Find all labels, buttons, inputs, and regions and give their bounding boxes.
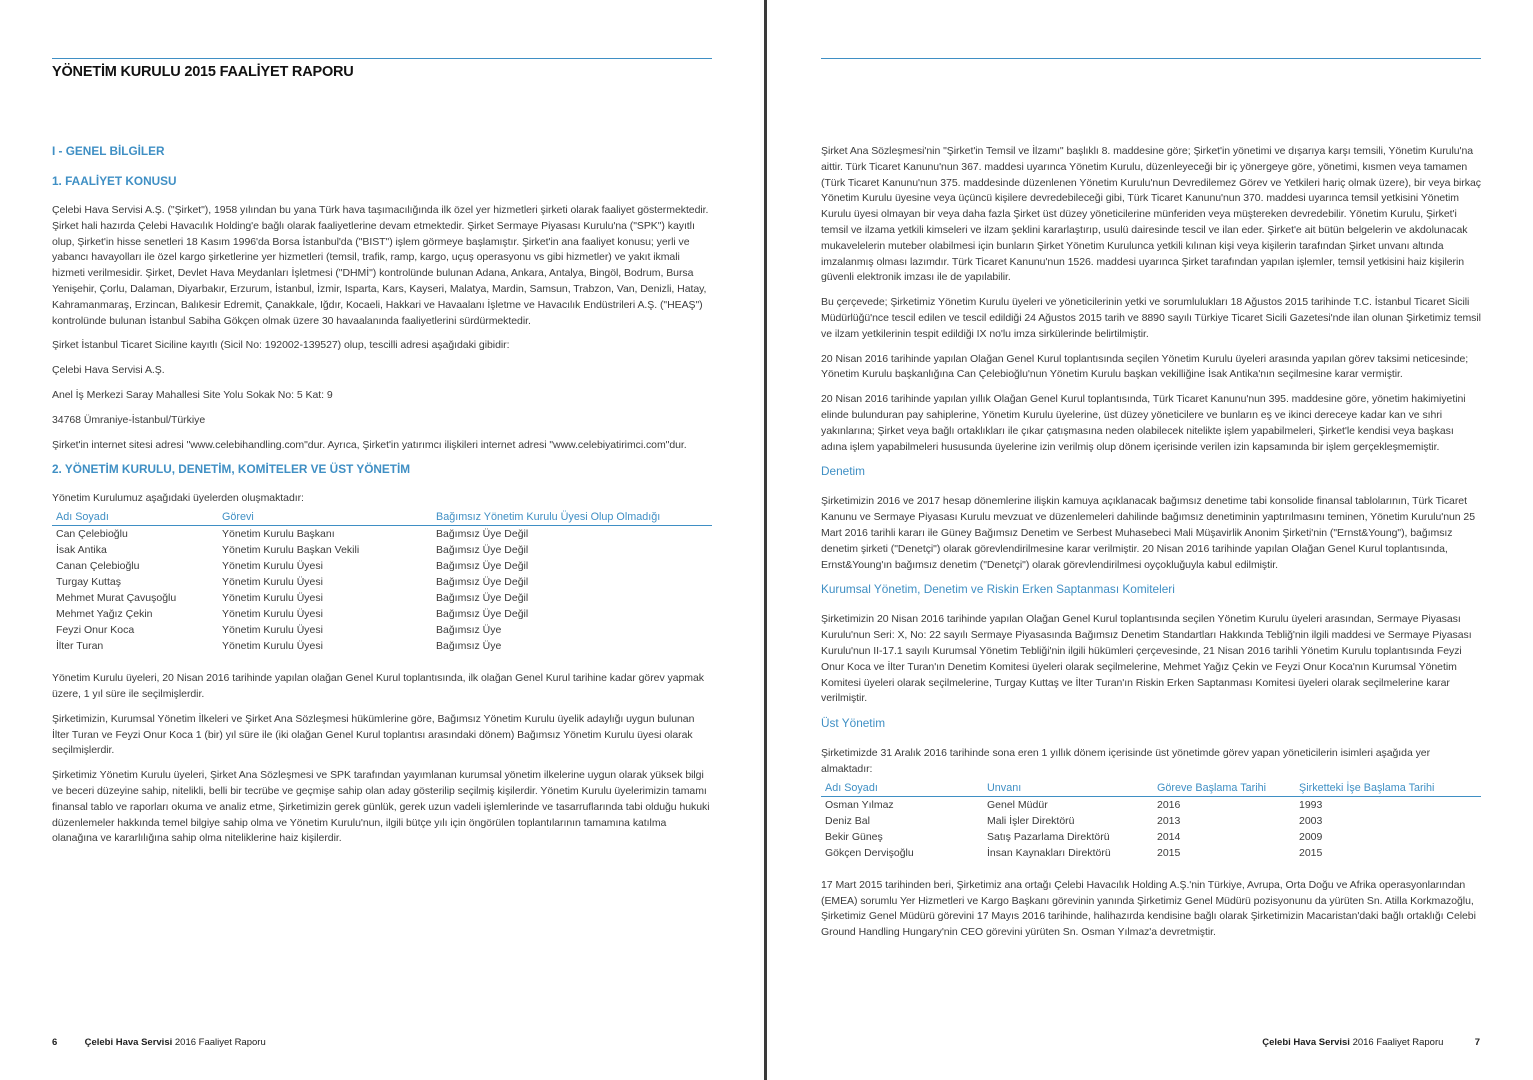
- paragraph: Yönetim Kurulu üyeleri, 20 Nisan 2016 tarihinde yapılan olağan Genel Kurul toplantısında, ilk olağan Genel Kurul tarihine kadar görev yapmak üzere, 1 yıl süre ile seçilmişlerdir.: [52, 672, 704, 700]
- paragraph: Şirketimizin 2016 ve 2017 hesap dönemlerine ilişkin kamuya açıklanacak bağımsız denetime tabi konsolide finansal tablolarının, Türk Ticaret Kanunu ve Sermaye Piyasası Kurulu mevzuat ve düzenlemeleri dahilinde bağımsız denetiminin yaptırılmasını teminen, Yönetim Kurulu'nun 25 Mart 2016 tarihli kararı ile Güney Bağımsız Denetim ve Serbest Muhasebeci Mali Müşavirlik Anonim Şirketi'nin ("Ernst&Young"), bağımsız denetim şirketi ("Denetçi") olarak görevlendirilmesine karar verilmiştir. 20 Nisan 2016 tarihinde yapılan Olağan Genel Kurul toplantısında, Ernst&Young'ın bağımsız denetim ("Denetçi") olarak görevlendirilmesi oyçokluğuyla kabul edilmiştir.: [821, 495, 1476, 571]
- cell: Genel Müdür: [987, 798, 1048, 811]
- cell: 2015: [1157, 846, 1181, 859]
- cell: Satış Pazarlama Direktörü: [987, 830, 1110, 843]
- cell: Bağımsız Üye Değil: [436, 528, 529, 541]
- cell: 2014: [1157, 830, 1181, 843]
- cell: 1993: [1299, 798, 1323, 811]
- cell: Bekir Güneş: [825, 830, 883, 843]
- paragraph: 17 Mart 2015 tarihinden beri, Şirketimiz ana ortağı Çelebi Havacılık Holding A.Ş.'nin Türkiye, Avrupa, Orta Doğu ve Afrika operasyonlarından (EMEA) sorumlu Yer Hizmetleri ve Kargo Başkanı görevinin yanında Şirketimiz Genel Müdürü pozisyonunu da yürüten Sn. Atilla Korkmazoğlu, Şirketimiz Genel Müdürü görevini 17 Mayıs 2016 tarihinde, halihazırda kendisine bağlı olarak Şirketimizin Macaristan'daki bağlı ortaklığı Celebi Ground Handling Hungary'nin CEO görevini yürüten Sn. Osman Yılmaz'a devretmiştir.: [821, 878, 1476, 939]
- cell: Yönetim Kurulu Üyesi: [222, 640, 323, 653]
- cell: Bağımsız Üye Değil: [436, 560, 529, 573]
- cell: Yönetim Kurulu Üyesi: [222, 576, 323, 589]
- cell: Bağımsız Üye Değil: [436, 576, 529, 589]
- top-rule: [821, 58, 1481, 59]
- company-name: Çelebi Hava Servisi A.Ş.: [52, 364, 165, 377]
- column-header: Unvanı: [983, 781, 1153, 797]
- board-table: [52, 510, 712, 654]
- cell: 2016: [1157, 798, 1181, 811]
- left-column: [52, 64, 712, 856]
- paragraph: Yönetim Kurulumuz aşağıdaki üyelerden oluşmaktadır:: [52, 492, 304, 505]
- cell: 2009: [1299, 830, 1323, 843]
- table-row: [52, 606, 712, 622]
- cell: Yönetim Kurulu Üyesi: [222, 592, 323, 605]
- table-row: [52, 574, 712, 590]
- page-number: 6: [52, 1037, 58, 1048]
- cell: Bağımsız Üye Değil: [436, 608, 529, 621]
- column-header: Şirketteki İşe Başlama Tarihi: [1295, 781, 1481, 797]
- cell: Turgay Kuttaş: [56, 576, 121, 589]
- column-header: Adı Soyadı: [821, 781, 983, 797]
- cell: İnsan Kaynakları Direktörü: [987, 846, 1111, 859]
- paragraph: 20 Nisan 2016 tarihinde yapılan yıllık Olağan Genel Kurul toplantısında, Türk Ticaret Kanunu'nun 395. maddesine göre, yönetim hakimiyetini elinde bulunduran pay sahiplerine, Yönetim Kurulu üyelerine, üst düzey yöneticilere ve bunların eş ve ikinci dereceye kadar kan ve sıhri yakınlarına; Şirket veya bağlı ortaklıkları ile çıkar çatışmasına neden olabilecek nitelikte işlem yapabilmeleri, Şirket'le kendisi veya başkası adına işlem yapabilmeleri hususunda üyelerine izin verilmiş olup dönem içerisinde verilen izin kapsamında bir işlem gerçekleşmemiştir.: [821, 393, 1466, 453]
- table-row: [821, 796, 1481, 813]
- cell: İlter Turan: [56, 640, 104, 653]
- heading-audit: Denetim: [821, 464, 865, 479]
- cell: Mali İşler Direktörü: [987, 814, 1075, 827]
- paragraph: Şirketimizin 20 Nisan 2016 tarihinde yapılan Olağan Genel Kurul toplantısında seçilen Yönetim Kurulu üyeleri arasından, Sermaye Piyasası Kurulu'nun Seri: X, No: 22 sayılı Sermaye Piyasasında Bağımsız Denetim Standartları Hakkında Tebliğ'nin ilgili maddesi ve Sermaye Piyasası Kurulu'nun II-17.1 sayılı Kurumsal Yönetim Tebliği'nin ilgili hükümleri çerçevesinde, 21 Nisan 2016 tarihli Yönetim Kurulu toplantısında Feyzi Onur Koca ve İlter Turan'ın Denetim Komitesi üyeleri olarak seçilmelerine, Mehmet Yağız Çekin ve Feyzi Onur Koca'nın Kurumsal Yönetim Komitesi üyeleri olarak seçilmelerine, Turgay Kuttaş ve İlter Turan'ın Riskin Erken Saptanması Komitesi üyeleri olarak seçilmelerine karar verilmiştir.: [821, 613, 1472, 705]
- paragraph: 20 Nisan 2016 tarihinde yapılan Olağan Genel Kurul toplantısında seçilen Yönetim Kurulu üyeleri arasında yapılan görev taksimi neticesinde; Yönetim Kurulu başkanlığına Can Çelebioğlu'nun Yönetim Kurulu başkan vekilliğine İsak Antika'nın seçilmesine karar vermiştir.: [821, 352, 1469, 381]
- cell: İsak Antika: [56, 544, 107, 557]
- paragraph: Şirketimiz Yönetim Kurulu üyeleri, Şirket Ana Sözleşmesi ve SPK tarafından yayımlanan kurumsal yönetim ilkelerine uygun olarak yüksek bilgi ve beceri düzeyine sahip, nitelikli, belli bir tecrübe ve geçmişe sahip olan aday gösterilip seçilmiş kişilerdir. Yönetim Kurulu üyelerimizin tamamı finansal tablo ve raporları okuma ve analiz etme, Şirketimizin gerek günlük, gerek uzun vadeli işlemlerinde ve tasarruflarında tabi olduğu hukuki düzenlemeler hakkında temel bilgiye sahip olma ve Yönetim Kurulu'nun, ilgili bütçe yılı için öngörülen toplantılarının tamamına katılma olanağına ve kararlılığına sahip olma niteliklerine haiz kişilerdir.: [52, 769, 710, 845]
- column-header: Adı Soyadı: [52, 510, 218, 526]
- left-page: [0, 0, 764, 1080]
- cell: 2015: [1299, 846, 1323, 859]
- table-row: [52, 526, 712, 543]
- column-header: Göreve Başlama Tarihi: [1153, 781, 1295, 797]
- table-row: [821, 829, 1481, 845]
- right-column: [821, 144, 1481, 950]
- footer-text: 2016 Faaliyet Raporu: [172, 1037, 266, 1048]
- column-header: Görevi: [218, 510, 432, 526]
- cell: Deniz Bal: [825, 814, 870, 827]
- footer-brand: Çelebi Hava Servisi: [1262, 1037, 1350, 1048]
- footer-right: [1262, 1037, 1480, 1048]
- column-header: Bağımsız Yönetim Kurulu Üyesi Olup Olmadığı: [432, 510, 712, 526]
- cell: Yönetim Kurulu Üyesi: [222, 608, 323, 621]
- section-heading-general: I - GENEL BİLGİLER: [52, 144, 165, 158]
- management-table: [821, 781, 1481, 861]
- cell: Mehmet Yağız Çekin: [56, 608, 153, 621]
- cell: Yönetim Kurulu Başkanı: [222, 528, 335, 541]
- heading-top-management: Üst Yönetim: [821, 716, 886, 731]
- cell: Mehmet Murat Çavuşoğlu: [56, 592, 177, 605]
- address-line: Anel İş Merkezi Saray Mahallesi Site Yolu Sokak No: 5 Kat: 9: [52, 388, 333, 401]
- address-city: 34768 Ümraniye-İstanbul/Türkiye: [52, 413, 206, 426]
- footer-text: 2016 Faaliyet Raporu: [1349, 1037, 1444, 1048]
- cell: Bağımsız Üye: [436, 624, 502, 637]
- heading-board: 2. YÖNETİM KURULU, DENETİM, KOMİTELER VE ÜST YÖNETİM: [52, 462, 411, 477]
- cell: Bağımsız Üye Değil: [436, 544, 529, 557]
- table-row: [821, 845, 1481, 861]
- paragraph: Şirket Ana Sözleşmesi'nin "Şirket'in Temsil ve İlzamı" başlıklı 8. maddesine göre; Şirket'in yönetimi ve dışarıya karşı temsili, Yönetim Kurulu'na aittir. Türk Ticaret Kanunu'nun 367. maddesi uyarınca Yönetim Kurulu, düzenleyeceği bir iç yönergeye göre, yönetimi, kısmen veya tamamen (Türk Ticaret Kanunu'nun 375. maddesinde düzenlenen Yönetim Kurulu'nun Devredilemez Görev ve Yetkileri hariç olmak üzere), bir veya birkaç Yönetim Kurulu üyesine veya üçüncü kişilere devredebileceği gibi, Türk Ticaret Kanunu'nun 370. maddesi uyarınca temsil yetkisini Yönetim Kurulu üyesi olmayan bir veya daha fazla Şirket üst düzey yöneticilerine münferiden veya müştereken devredebilir. Yönetim Kurulu, Şirket'i temsil ve ilzama yetkili kimseleri ve ilzam şeklini kararlaştırıp, usulü dairesinde tescil ve ilan eder. Şirket'e ait bütün belgelerin ve akdolunacak mukavelelerin muteber olabilmesi için bunların Şirket Yönetim Kurulunca yetkili kılınan kişi veya kişilerin tarafından Şirket unvanı altında imzalanmış olması lazımdır. Türk Ticaret Kanunu'nun 1526. maddesi uyarınca Şirket tarafından yapılan işlemler, temsil yetkisini haiz kişilerin güvenli elektronik imzası ile de yapılabilir.: [821, 145, 1481, 284]
- paragraph: Bu çerçevede; Şirketimiz Yönetim Kurulu üyeleri ve yöneticilerinin yetki ve sorumlulukları 18 Ağustos 2015 tarihinde T.C. İstanbul Ticaret Sicili Müdürlüğü'nce tescil edilen ve tescil edildiği 24 Ağustos 2015 tarih ve 8890 sayılı Türkiye Ticaret Sicili Gazetesi'nde ilan olunan Şirketimiz temsil ve ilzam yetkilerinin tespit edildiği IX no'lu imza sirkülerinde belirtilmiştir.: [821, 296, 1481, 340]
- table-row: [52, 542, 712, 558]
- cell: Yönetim Kurulu Üyesi: [222, 624, 323, 637]
- footer-left: [52, 1037, 266, 1048]
- table-row: [52, 622, 712, 638]
- cell: Osman Yılmaz: [825, 798, 894, 811]
- cell: Yönetim Kurulu Başkan Vekili: [222, 544, 360, 557]
- cell: Canan Çelebioğlu: [56, 560, 140, 573]
- table-row: [52, 638, 712, 654]
- cell: Bağımsız Üye: [436, 640, 502, 653]
- page-number: 7: [1474, 1037, 1480, 1048]
- cell: Yönetim Kurulu Üyesi: [222, 560, 323, 573]
- cell: Feyzi Onur Koca: [56, 624, 135, 637]
- footer-brand: Çelebi Hava Servisi: [84, 1037, 173, 1048]
- report-title: YÖNETİM KURULU 2015 FAALİYET RAPORU: [52, 64, 354, 80]
- table-row: [52, 558, 712, 574]
- table-row: [52, 590, 712, 606]
- paragraph: Şirketimizde 31 Aralık 2016 tarihinde sona eren 1 yıllık dönem içerisinde üst yönetimde görev yapan yöneticilerin isimleri aşağıda yer almaktadır:: [821, 747, 1431, 775]
- heading-activity: 1. FAALİYET KONUSU: [52, 174, 177, 188]
- cell: 2013: [1157, 814, 1181, 827]
- cell: Can Çelebioğlu: [56, 528, 128, 541]
- paragraph: Şirket İstanbul Ticaret Siciline kayıtlı (Sicil No: 192002-139527) olup, tescilli adresi aşağıdaki gibidir:: [52, 339, 510, 352]
- cell: 2003: [1299, 814, 1323, 827]
- top-rule: [52, 58, 712, 59]
- page-divider: [764, 0, 767, 1080]
- cell: Bağımsız Üye Değil: [436, 592, 529, 605]
- paragraph: Şirketimizin, Kurumsal Yönetim İlkeleri ve Şirket Ana Sözleşmesi hükümlerine göre, Bağımsız Yönetim Kurulu üyelik adaylığı uygun bulunan İlter Turan ve Feyzi Onur Koca 1 (bir) yıl süre ile (iki olağan Genel Kurul toplantısı arasındaki dönem) Bağımsız Yönetim Kurulu üyesi olarak seçilmişlerdir.: [52, 712, 695, 757]
- table-row: [821, 813, 1481, 829]
- cell: Gökçen Dervişoğlu: [825, 846, 914, 859]
- paragraph-websites: Şirket'in internet sitesi adresi "www.celebihandling.com"dur. Ayrıca, Şirket'in yatırımcı ilişkileri internet adresi "www.celebiyatirimci.com"dur.: [52, 438, 687, 451]
- paragraph: Çelebi Hava Servisi A.Ş. ("Şirket"), 1958 yılından bu yana Türk hava taşımacılığında ilk özel yer hizmetleri şirketi olarak faaliyet göstermektedir. Şirket hali hazırda Çelebi Havacılık Holding'e bağlı olarak faaliyetlerine devam etmektedir. Şirket Sermaye Piyasası Kurulu'na ("SPK") kayıtlı olup, Şirket'in hisse senetleri 18 Kasım 1996'da Borsa İstanbul'da ("BIST") işlem görmeye başlamıştır. Şirket'in ana faaliyet konusu; yerli ve yabancı havayolları ile özel kargo şirketlerine yer hizmetleri (temsil, trafik, ramp, kargo, uçuş operasyonu vs gibi hizmetler) ve yakıt ikmali hizmeti verilmesidir. Şirket, Devlet Hava Meydanları İşletmesi ("DHMİ") kontrolünde bulunan Adana, Ankara, Antalya, Bingöl, Bodrum, Bursa Yenişehir, Çorlu, Dalaman, Diyarbakır, Erzurum, İstanbul, İzmir, Isparta, Kars, Kayseri, Malatya, Mardin, Samsun, Trabzon, Van, Denizli, Hatay, Kahramanmaraş, Erzincan, Balıkesir Edremit, Çanakkale, Iğdır, Kocaeli, Hakkari ve Havaalanı İşletme ve Havacılık Endüstrileri A.Ş. ("HEAŞ") kontrolünde bulunan İstanbul Sabiha Gökçen olmak üzere 30 havaalanında faaliyetlerini sürdürmektedir.: [52, 204, 709, 327]
- right-page: [768, 0, 1533, 1080]
- heading-committees: Kurumsal Yönetim, Denetim ve Riskin Erken Saptanması Komiteleri: [821, 582, 1175, 597]
